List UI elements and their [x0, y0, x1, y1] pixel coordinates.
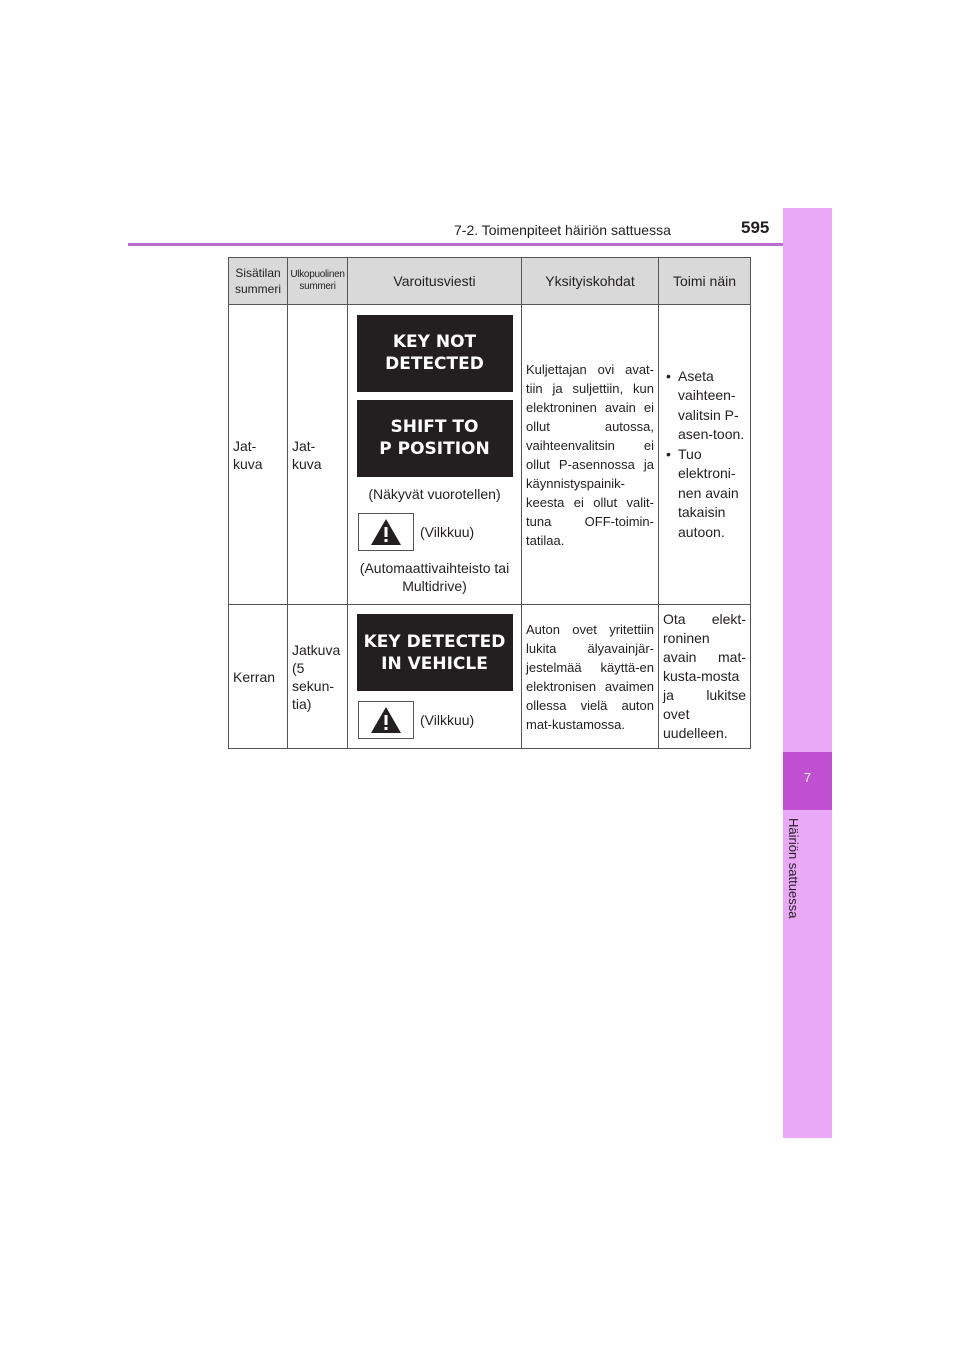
row2-message — [348, 605, 522, 749]
warning-table — [228, 257, 751, 749]
transmission-note: (Automaattivaihteisto tai Multidrive) — [359, 559, 510, 594]
warning-triangle-icon — [358, 701, 414, 739]
header-exterior-buzzer — [288, 258, 348, 305]
row1-details: Kuljettajan ovi avat-tiin ja suljettiin, kun elektroninen avain ei ollut autossa, vaihteenvalitsin ei ollut P-asennossa ja käynnistyspainik-keesta ei ollut valit-tuna OFF-toimin-tatilaa. — [522, 305, 659, 605]
warning-triangle-icon — [358, 513, 414, 551]
action-item: • Tuo elektroni-nen avain takaisin autoon. — [666, 445, 745, 543]
chapter-title: Häiriön sattuessa — [786, 818, 801, 919]
action-item: • Aseta vaihteen-valitsin P-asen-toon. — [666, 367, 745, 445]
display-line: IN VEHICLE — [381, 653, 488, 674]
chapter-side-tab — [783, 208, 832, 1138]
header-exterior-line2: summeri — [299, 281, 336, 292]
table-header-row — [229, 258, 751, 305]
row2-details: Auton ovet yritettiin lukita älyavainjär-jestelmää käyttä-en elektronisen avaimen ollessa vielä auton mat-kustamossa. — [522, 605, 659, 749]
row1-interior: Jat- kuva — [229, 305, 288, 605]
row1-action — [659, 305, 751, 605]
header-interior-buzzer — [229, 258, 288, 305]
blink-label: (Vilkkuu) — [420, 523, 475, 540]
row2-interior: Kerran — [229, 605, 288, 749]
display-line: DETECTED — [385, 354, 484, 374]
display-key-detected-in-vehicle — [357, 614, 513, 691]
chapter-number: 7 — [803, 770, 812, 785]
section-title: 7-2. Toimenpiteet häiriön sattuessa — [454, 222, 671, 238]
display-key-not-detected — [357, 315, 513, 392]
header-details: Yksityiskohdat — [522, 258, 659, 305]
table-row — [229, 305, 751, 605]
display-line: KEY NOT — [392, 332, 477, 352]
display-line: SHIFT TO — [390, 417, 479, 437]
display-line: P POSITION — [379, 439, 490, 459]
page-number: 595 — [741, 218, 770, 237]
table-row — [229, 605, 751, 749]
row1-message — [348, 305, 522, 605]
display-shift-to-p — [357, 400, 513, 477]
row1-exterior: Jat- kuva — [288, 305, 348, 605]
header-message: Varoitusviesti — [348, 258, 522, 305]
action-list — [660, 367, 749, 543]
header-exterior-line1: Ulkopuolinen — [290, 269, 345, 280]
alternating-note: (Näkyvät vuorotellen) — [368, 485, 501, 502]
blink-label: (Vilkkuu) — [420, 712, 475, 728]
row2-action: Ota elekt-roninen avain mat-kusta-mosta ja lukitse ovet uudelleen. — [659, 605, 751, 749]
header-action: Toimi näin — [659, 258, 751, 305]
row2-exterior: Jatkuva (5 sekun-tia) — [288, 605, 348, 749]
header-rule — [128, 243, 832, 246]
header-interior-line2: summeri — [234, 282, 281, 296]
warning-indicator — [358, 701, 517, 739]
warning-indicator — [358, 513, 517, 551]
header-interior-line1: Sisätilan — [235, 266, 281, 280]
display-line: KEY DETECTED — [363, 631, 506, 652]
